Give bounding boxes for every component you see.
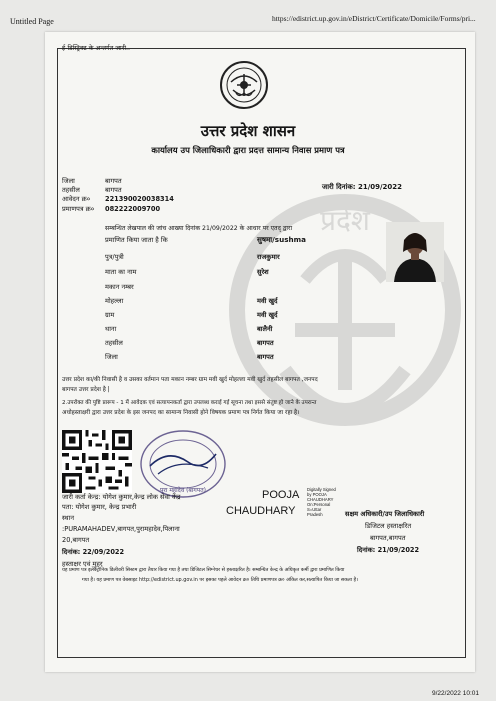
meta-label-district: जिला bbox=[62, 177, 75, 185]
certificate-subtitle: कार्यालय उप जिलाधिकारी द्वारा प्रदत्त सामान्य निवास प्रमाण पत्र bbox=[151, 145, 345, 155]
officer-digital-signed: डिजिटल हस्ताक्षरित bbox=[365, 522, 412, 530]
center-place-cont: 20,बागपत bbox=[62, 536, 90, 544]
detail-value-mother: सुरेश bbox=[257, 268, 269, 276]
signature-and-seal-label: हस्ताक्षर एवं मुहर bbox=[62, 560, 103, 568]
residence-paragraph-line-1: उत्तर प्रदेश का/की निवासी है व उसका वर्तमान पता मकान नम्बर ग्राम मवी खुर्द मोहल्ला मवी खुर्द तहसील बागपत ,जनपद bbox=[62, 377, 318, 383]
digital-signature-line: Pradesh bbox=[307, 512, 323, 517]
detail-value-mohalla: मवी खुर्द bbox=[257, 297, 278, 305]
browser-url: https://edistrict.up.gov.in/eDistrict/Certificate/Domicile/Forms/pri... bbox=[272, 14, 476, 23]
officer-location: बागपत,बागपत bbox=[370, 534, 406, 542]
officer-designation: सक्षम अधिकारी/उप जिलाधिकारी bbox=[345, 510, 425, 518]
signer-name-line-2: CHAUDHARY bbox=[226, 505, 296, 517]
browser-page-title: Untitled Page bbox=[10, 17, 54, 26]
digital-signature-line: Digitally Signed bbox=[307, 487, 336, 492]
detail-label-district: जिला bbox=[105, 353, 118, 361]
issuing-center: जारी कर्ता केन्द्र: योगेश कुमार,केन्द्र लोक सेवा केंद्र bbox=[62, 493, 181, 501]
detail-label-mother: माता का नाम bbox=[105, 268, 137, 276]
detail-label-mohalla: मोहल्ला bbox=[105, 297, 124, 305]
meta-label-certificate-no: प्रमाणपत्र क्र० bbox=[62, 205, 95, 213]
center-date: दिनांक: 22/09/2022 bbox=[62, 548, 125, 556]
meta-value-application-no: 221390020038314 bbox=[105, 195, 174, 203]
digital-signature-line: On:Personal bbox=[307, 502, 331, 507]
footer-note-line-2: गया है। यह प्रमाण पत्र वेबसाइट http://edistrict.up.gov.in पर इसका पहले आवेदन क्र० तिथि प्रमाणपत्र क्र० अंकित कर,सत्यापित किया जा सकता है। bbox=[82, 577, 358, 583]
verification-qr-code[interactable] bbox=[62, 430, 132, 493]
issued-under-note: ई-डिस्ट्रिक्ट के अन्तर्गत जारी.. bbox=[62, 44, 131, 52]
issue-date: जारी दिनांक: 21/09/2022 bbox=[322, 183, 403, 191]
center-place-label: स्थान bbox=[62, 514, 75, 522]
signer-name-line-1: POOJA bbox=[262, 489, 300, 501]
digital-signature-line: CHAUDHARY bbox=[307, 497, 334, 502]
detail-label-police-station: थाना bbox=[105, 325, 117, 333]
applicant-name: सुषमा/sushma bbox=[257, 235, 306, 244]
up-government-emblem bbox=[219, 60, 269, 110]
svg-text:प्रदेश: प्रदेश bbox=[320, 204, 370, 237]
detail-value-tehsil: बागपत bbox=[257, 339, 274, 347]
detail-value-village: मवी खुर्द bbox=[257, 311, 278, 319]
applicant-photo bbox=[386, 222, 444, 282]
detail-label-village: ग्राम bbox=[105, 311, 115, 319]
verification-paragraph-line-1: 2.उपरोक्त की पुष्टि प्रारूप - 1 में आवेदक एवं सत्यापनकर्ता द्वारा उपलब्ध कराई गई सूचना तथा इससे संतुष्ट हो जाने के उपरान्त bbox=[62, 400, 317, 406]
meta-label-tehsil: तहसील bbox=[62, 186, 80, 194]
intro-line-1: सम्बन्धित लेखपाल की जांच आख्या दिनांक 21/09/2022 के आधार पर एतद् द्वारा bbox=[105, 225, 293, 232]
detail-value-district: बागपत bbox=[257, 353, 274, 361]
residence-paragraph-line-2: बागपत उत्तर प्रदेश है | bbox=[62, 387, 110, 393]
center-seal-stamp bbox=[138, 428, 228, 500]
footer-note-line-1: यह प्रमाण पत्र इलेक्ट्रॉनिक डिलीवरी सिस्टम द्वारा तैयार किया गया है तथा डिजिटल सिग्नेचर से हस्ताक्षरित है। सम्बन्धित केन्द्र के अधिकृत कर्मी द्वारा प्रमाणित किया bbox=[62, 567, 345, 573]
center-address: पता: योगेश कुमार, केन्द्र प्रभारी bbox=[62, 503, 137, 511]
meta-label-application-no: आवेदन क्र० bbox=[62, 195, 91, 203]
certificate-title: उत्तर प्रदेश शासन bbox=[200, 122, 296, 140]
meta-value-certificate-no: 082222009700 bbox=[105, 205, 161, 213]
center-place: :PURAMAHADEV,बागपत,पुरामहादेव,पिलाना bbox=[62, 525, 180, 533]
detail-value-parent: राजकुमार bbox=[257, 253, 280, 261]
digital-signature-line: by POOJA bbox=[307, 492, 327, 497]
detail-label-parent: पुत्र/पुत्री bbox=[105, 253, 124, 261]
intro-line-2: प्रमाणित किया जाता है कि bbox=[105, 236, 168, 244]
detail-label-tehsil: तहसील bbox=[105, 339, 123, 347]
detail-label-house-no: मकान नम्बर bbox=[105, 283, 134, 291]
digital-signature-line: S=Uttar bbox=[307, 507, 322, 512]
stamp-text: पुरा महादेव (बागपत) bbox=[160, 487, 206, 494]
meta-value-tehsil: बागपत bbox=[105, 186, 122, 194]
officer-date: दिनांक: 21/09/2022 bbox=[357, 546, 420, 554]
verification-paragraph-line-2: अधोहस्ताक्षरी द्वारा उत्तर प्रदेश के इस जनपद का सामान्य निवासी होने विषयक प्रमाण पत्र निर्गत किया जा रहा है। bbox=[62, 410, 300, 416]
meta-value-district: बागपत bbox=[105, 177, 122, 185]
detail-value-police-station: बालैनी bbox=[257, 325, 273, 333]
print-timestamp: 9/22/2022 10:01 bbox=[432, 690, 479, 697]
